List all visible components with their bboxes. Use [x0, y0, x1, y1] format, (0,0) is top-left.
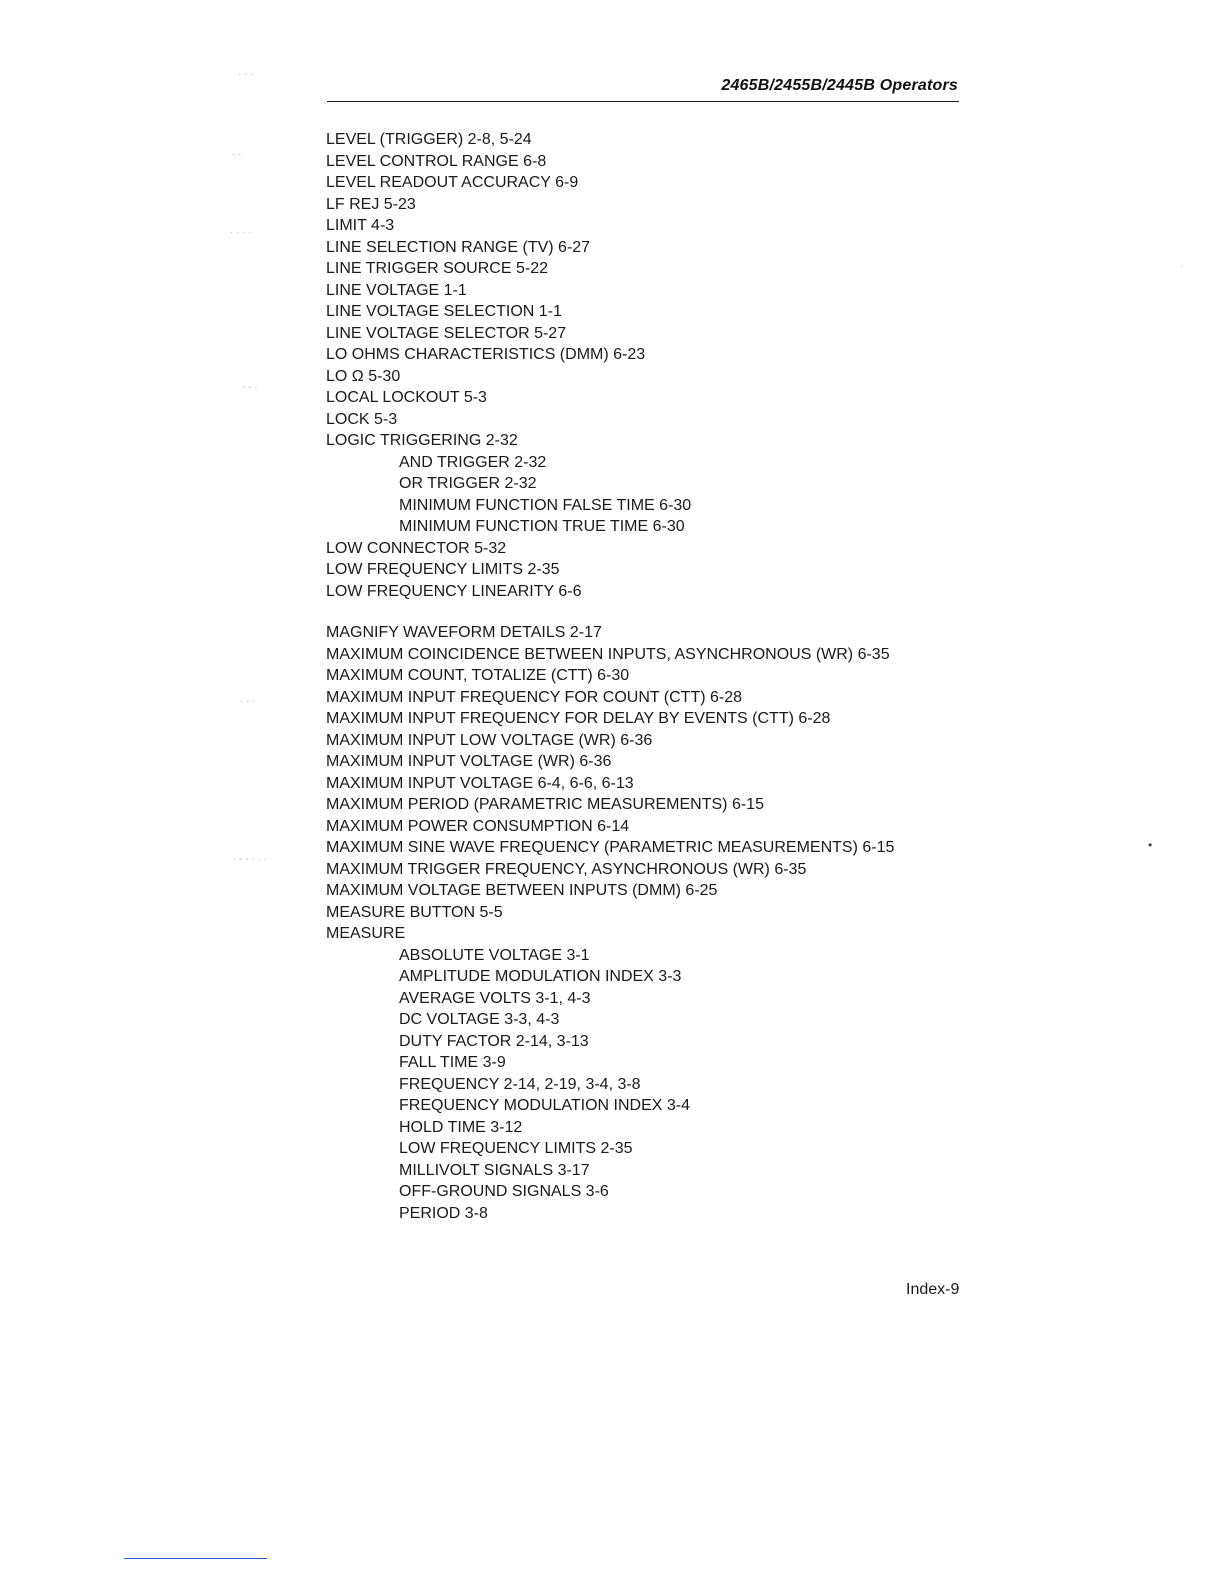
index-entry: MAXIMUM INPUT FREQUENCY FOR DELAY BY EVENTS (CTT) 6-28 — [326, 710, 831, 727]
index-subentry: FREQUENCY 2-14, 2-19, 3-4, 3-8 — [399, 1075, 641, 1093]
index-entry: MEASURE BUTTON 5-5 — [326, 903, 503, 921]
index-entry: MEASURE — [326, 925, 406, 942]
index-subentry: MINIMUM FUNCTION FALSE TIME 6-30 — [399, 496, 692, 514]
index-entry: LOW FREQUENCY LINEARITY 6-6 — [326, 582, 582, 600]
section-gap — [326, 602, 1026, 622]
index-entry: LO Ω 5-30 — [326, 367, 401, 385]
bottom-divider — [124, 1558, 267, 1559]
index-subentry: AMPLITUDE MODULATION INDEX 3-3 — [399, 968, 682, 985]
index-block-l — [326, 129, 1026, 602]
index-entry: LO OHMS CHARACTERISTICS (DMM) 6-23 — [326, 346, 646, 363]
index-subentry: MILLIVOLT SIGNALS 3-17 — [399, 1161, 590, 1179]
scan-speck: · - - · · · — [233, 854, 267, 865]
index-entry: LINE TRIGGER SOURCE 5-22 — [326, 260, 548, 277]
index-entry: LINE VOLTAGE SELECTION 1-1 — [326, 303, 562, 320]
index-subentry: LOW FREQUENCY LIMITS 2-35 — [399, 1140, 633, 1157]
index-entry: MAXIMUM POWER CONSUMPTION 6-14 — [326, 817, 630, 835]
index-entry: LOW FREQUENCY LIMITS 2-35 — [326, 561, 560, 578]
index-entry: MAXIMUM COUNT, TOTALIZE (CTT) 6-30 — [326, 667, 630, 684]
page-header-title: 2465B/2455B/2445B Operators — [721, 77, 958, 94]
index-entry: MAXIMUM INPUT FREQUENCY FOR COUNT (CTT) 6-28 — [326, 688, 743, 706]
index-subentry: HOLD TIME 3-12 — [399, 1118, 523, 1136]
index-entry: LOCK 5-3 — [326, 410, 398, 428]
index-subentry: FALL TIME 3-9 — [399, 1054, 506, 1071]
index-entry: MAXIMUM INPUT VOLTAGE 6-4, 6-6, 6-13 — [326, 774, 634, 792]
index-entry: LEVEL READOUT ACCURACY 6-9 — [326, 174, 579, 191]
scan-speck: · · — [232, 149, 242, 160]
index-entry: MAXIMUM SINE WAVE FREQUENCY (PARAMETRIC MEASUREMENTS) 6-15 — [326, 839, 895, 856]
scan-speck: • — [1148, 838, 1153, 852]
index-entry: LIMIT 4-3 — [326, 217, 395, 234]
scan-speck: · · · — [238, 69, 254, 80]
index-subentry: DUTY FACTOR 2-14, 3-13 — [399, 1032, 589, 1050]
index-entry: MAGNIFY WAVEFORM DETAILS 2-17 — [326, 624, 602, 641]
index-subentry: OFF-GROUND SIGNALS 3-6 — [399, 1183, 609, 1200]
scan-speck: - - · — [242, 382, 258, 393]
scan-speck: · — [1180, 261, 1184, 272]
index-entry: LINE SELECTION RANGE (TV) 6-27 — [326, 238, 591, 256]
index-subentry: DC VOLTAGE 3-3, 4-3 — [399, 1011, 560, 1028]
index-subentry: OR TRIGGER 2-32 — [399, 475, 537, 492]
header-rule — [327, 101, 959, 102]
index-entry: LINE VOLTAGE 1-1 — [326, 281, 467, 299]
scan-speck: · · · — [240, 696, 256, 707]
index-entry: MAXIMUM COINCIDENCE BETWEEN INPUTS, ASYNCHRONOUS (WR) 6-35 — [326, 645, 890, 663]
index-block-m — [326, 622, 1026, 1224]
index-entry: MAXIMUM PERIOD (PARAMETRIC MEASUREMENTS) 6-15 — [326, 796, 764, 813]
index-entry: MAXIMUM INPUT LOW VOLTAGE (WR) 6-36 — [326, 731, 653, 749]
index-subentry: MINIMUM FUNCTION TRUE TIME 6-30 — [399, 518, 685, 535]
index-entry: MAXIMUM TRIGGER FREQUENCY, ASYNCHRONOUS (WR) 6-35 — [326, 860, 807, 878]
index-entry: LOCAL LOCKOUT 5-3 — [326, 389, 487, 406]
index-subentry: ABSOLUTE VOLTAGE 3-1 — [399, 946, 590, 964]
index-subentry: AVERAGE VOLTS 3-1, 4-3 — [399, 989, 591, 1007]
index-subentry: FREQUENCY MODULATION INDEX 3-4 — [399, 1097, 691, 1114]
index-subentry: AND TRIGGER 2-32 — [399, 453, 547, 471]
index-entry: LEVEL CONTROL RANGE 6-8 — [326, 152, 547, 170]
index-subentry: PERIOD 3-8 — [399, 1204, 488, 1222]
index-entry: MAXIMUM INPUT VOLTAGE (WR) 6-36 — [326, 753, 612, 770]
index-entry: MAXIMUM VOLTAGE BETWEEN INPUTS (DMM) 6-25 — [326, 882, 718, 899]
index-entry: LOW CONNECTOR 5-32 — [326, 539, 507, 557]
index-entry: LF REJ 5-23 — [326, 195, 416, 213]
index-entry: LINE VOLTAGE SELECTOR 5-27 — [326, 324, 567, 342]
scan-speck: · · · · — [230, 227, 252, 238]
page-number: Index-9 — [906, 1281, 960, 1298]
index-entry: LEVEL (TRIGGER) 2-8, 5-24 — [326, 131, 532, 148]
index-entry: LOGIC TRIGGERING 2-32 — [326, 432, 518, 449]
index-entries — [326, 129, 1026, 1224]
